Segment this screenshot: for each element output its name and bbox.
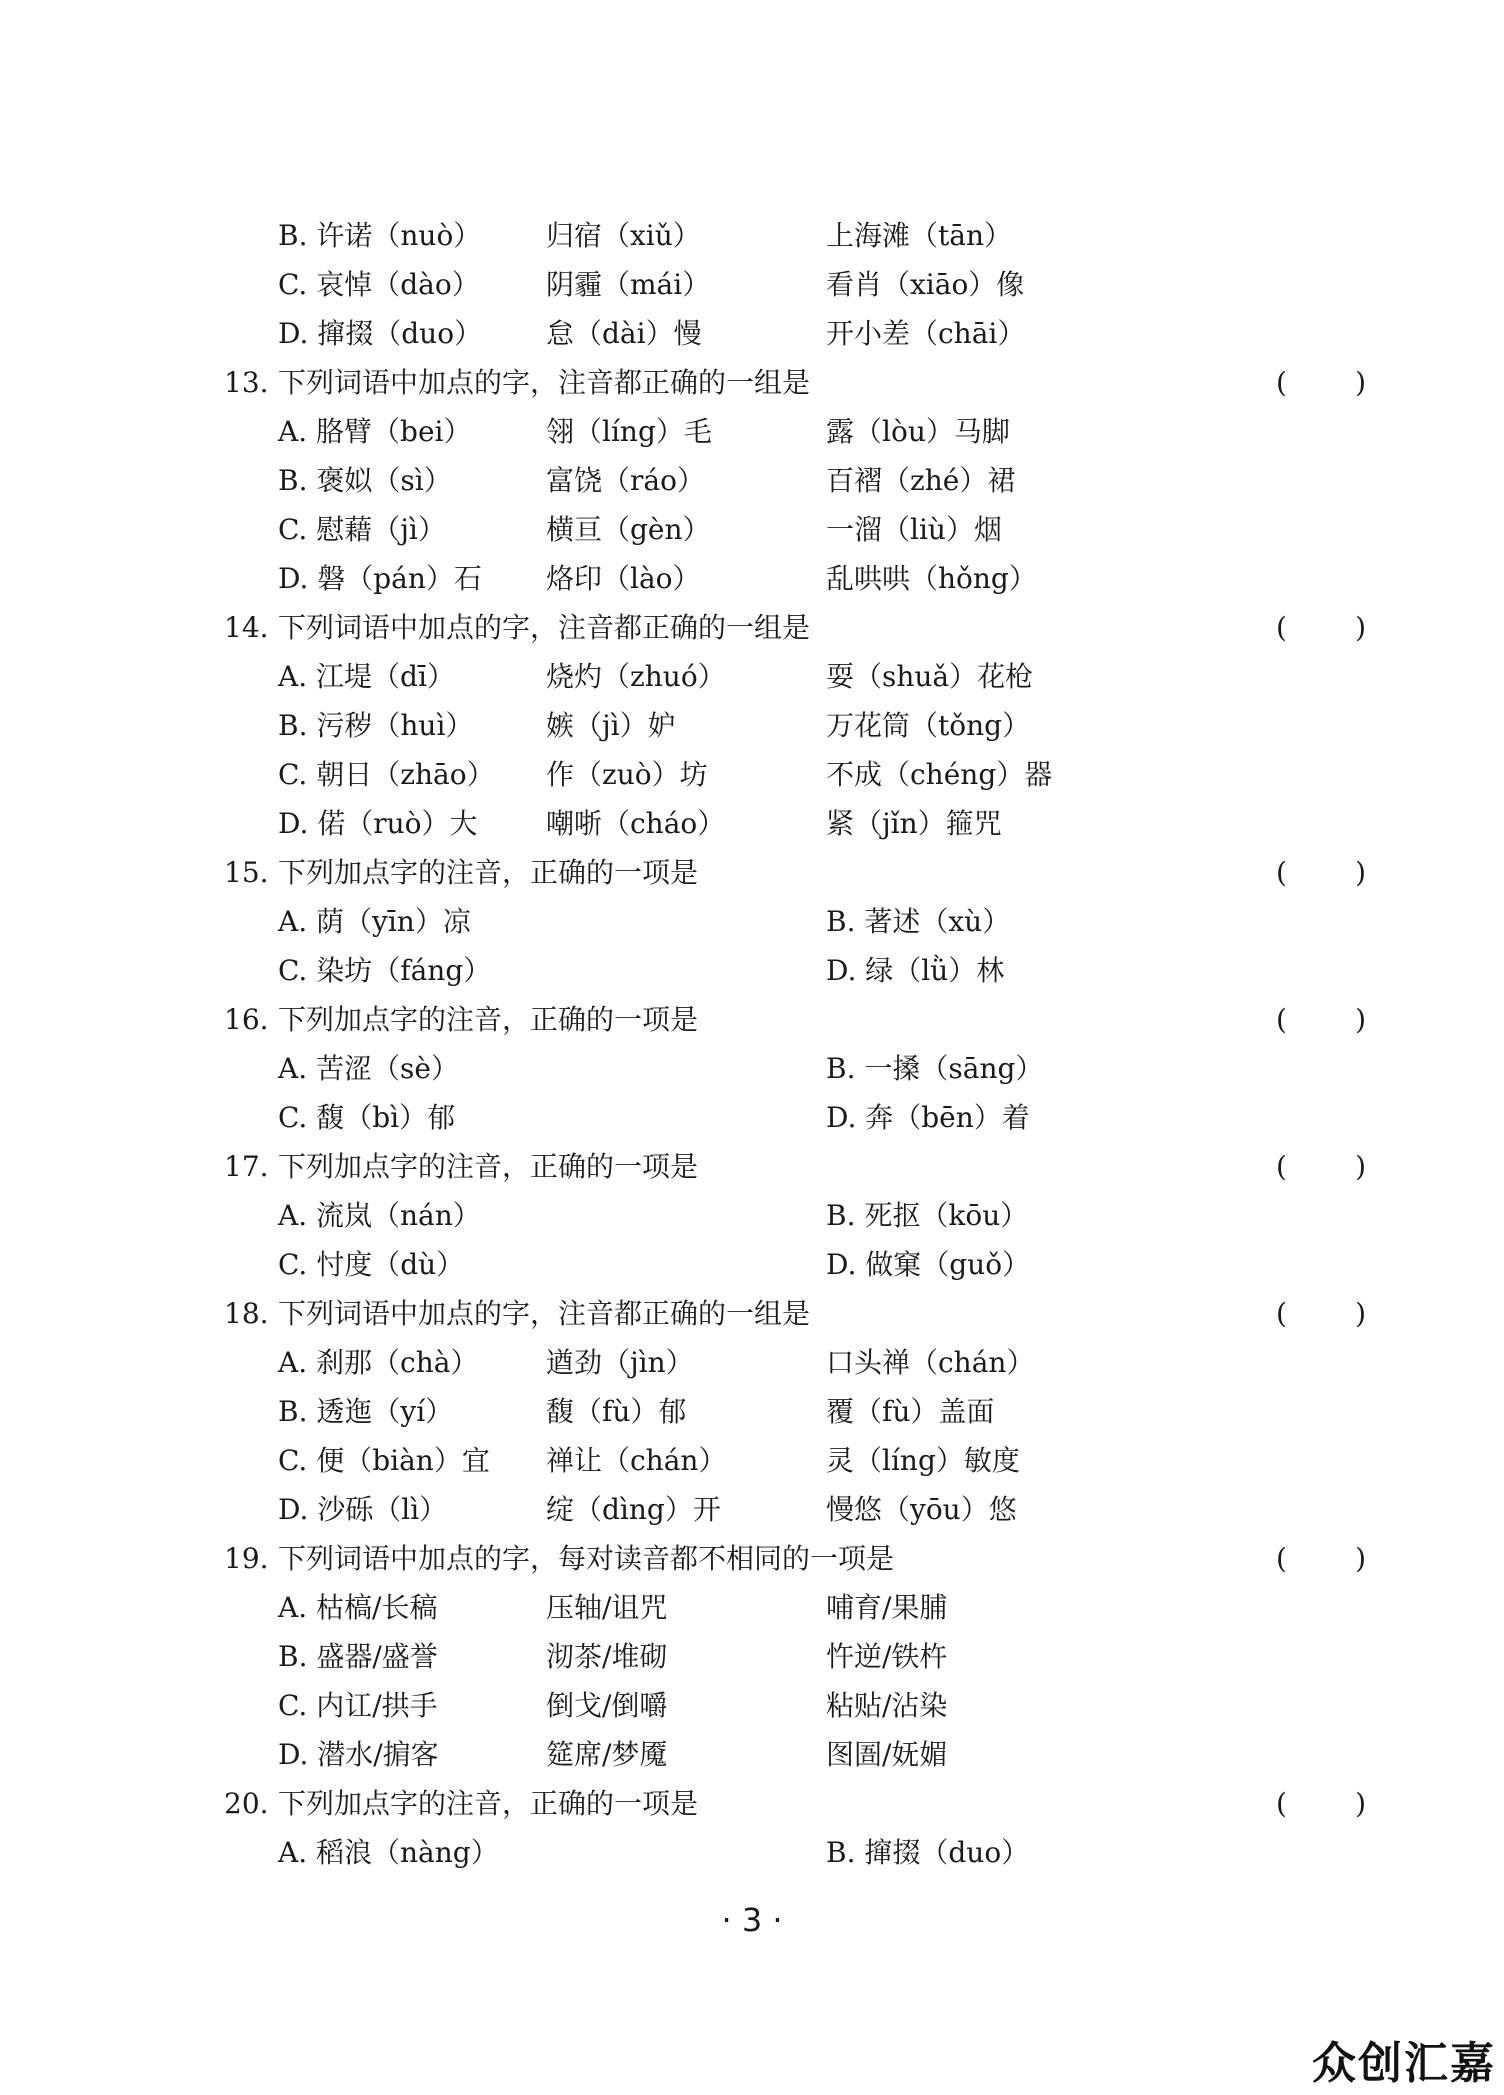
question-text: 下列加点字的注音，正确的一项是 bbox=[278, 856, 699, 889]
option-col-2: 沏茶/堆砌 bbox=[546, 1640, 668, 1673]
option-col-1: B. 褒姒（sì） bbox=[278, 464, 452, 497]
option-col-1: A. 稻浪（nàng） bbox=[278, 1836, 499, 1869]
option-col-2: D. 奔（bēn）着 bbox=[826, 1101, 1030, 1134]
option-col-3: 万花筒（tǒng） bbox=[826, 709, 1031, 742]
option-col-2: 怠（dài）慢 bbox=[546, 317, 702, 350]
option-col-1: B. 污秽（huì） bbox=[278, 709, 474, 742]
option-col-2: 作（zuò）坊 bbox=[546, 758, 708, 791]
option-col-2: B. 著述（xù） bbox=[826, 905, 1011, 938]
option-col-2: 禅让（chán） bbox=[546, 1444, 727, 1477]
option-col-2: B. 死抠（kōu） bbox=[826, 1199, 1029, 1232]
option-col-3: 百褶（zhé）裙 bbox=[826, 464, 1016, 497]
question-number: 20. bbox=[224, 1787, 269, 1820]
question-number: 13. bbox=[224, 366, 269, 399]
answer-blank[interactable]: ( ) bbox=[1276, 856, 1366, 889]
option-col-3: 不成（chéng）器 bbox=[826, 758, 1053, 791]
question-text: 下列加点字的注音，正确的一项是 bbox=[278, 1003, 699, 1036]
option-col-2: 归宿（xiǔ） bbox=[546, 219, 701, 252]
question-number: 18. bbox=[224, 1297, 269, 1330]
option-col-2: D. 做窠（guǒ） bbox=[826, 1248, 1031, 1281]
option-col-2: 烙印（lào） bbox=[546, 562, 701, 595]
option-col-1: D. 撺掇（duo） bbox=[278, 317, 483, 350]
option-col-3: 覆（fù）盖面 bbox=[826, 1395, 995, 1428]
option-col-1: C. 便（biàn）宜 bbox=[278, 1444, 490, 1477]
question-text: 下列加点字的注音，正确的一项是 bbox=[278, 1150, 699, 1183]
option-col-1: A. 流岚（nán） bbox=[278, 1199, 481, 1232]
option-col-2: 翎（líng）毛 bbox=[546, 415, 712, 448]
option-col-3: 图圄/妩媚 bbox=[826, 1738, 948, 1771]
option-col-1: D. 偌（ruò）大 bbox=[278, 807, 478, 840]
option-col-1: A. 荫（yīn）凉 bbox=[278, 905, 471, 938]
answer-blank[interactable]: ( ) bbox=[1276, 1297, 1366, 1330]
option-col-3: 口头禅（chán） bbox=[826, 1346, 1035, 1379]
option-col-3: 一溜（liù）烟 bbox=[826, 513, 1002, 546]
option-col-2: 富饶（ráo） bbox=[546, 464, 705, 497]
option-col-1: B. 盛器/盛誉 bbox=[278, 1640, 438, 1673]
answer-blank[interactable]: ( ) bbox=[1276, 1787, 1366, 1820]
option-col-3: 上海滩（tān） bbox=[826, 219, 1012, 252]
option-col-3: 露（lòu）马脚 bbox=[826, 415, 1010, 448]
option-col-1: C. 内讧/拱手 bbox=[278, 1689, 438, 1722]
question-text: 下列词语中加点的字，注音都正确的一组是 bbox=[278, 1297, 811, 1330]
option-col-2: D. 绿（lǜ）林 bbox=[826, 954, 1005, 987]
option-col-1: A. 江堤（dī） bbox=[278, 660, 455, 693]
watermark-logo: 众创汇嘉 bbox=[1312, 2038, 1496, 2089]
answer-blank[interactable]: ( ) bbox=[1276, 1150, 1366, 1183]
option-col-3: 粘贴/沾染 bbox=[826, 1689, 948, 1722]
option-col-1: D. 潜水/掮客 bbox=[278, 1738, 439, 1771]
option-col-1: C. 染坊（fáng） bbox=[278, 954, 492, 987]
option-col-1: A. 枯槁/长稿 bbox=[278, 1591, 438, 1624]
question-number: 17. bbox=[224, 1150, 269, 1183]
option-col-2: 嫉（jì）妒 bbox=[546, 709, 676, 742]
option-col-3: 哺育/果脯 bbox=[826, 1591, 948, 1624]
question-number: 19. bbox=[224, 1542, 269, 1575]
option-col-1: C. 忖度（dù） bbox=[278, 1248, 465, 1281]
option-col-2: 遒劲（jìn） bbox=[546, 1346, 694, 1379]
question-text: 下列加点字的注音，正确的一项是 bbox=[278, 1787, 699, 1820]
option-col-2: 绽（dìng）开 bbox=[546, 1493, 721, 1526]
option-col-2: 横亘（gèn） bbox=[546, 513, 711, 546]
option-col-3: 忤逆/铁杵 bbox=[826, 1640, 948, 1673]
option-col-1: A. 胳臂（bei） bbox=[278, 415, 472, 448]
option-col-2: B. 撺掇（duo） bbox=[826, 1836, 1030, 1869]
question-text: 下列词语中加点的字，每对读音都不相同的一项是 bbox=[278, 1542, 895, 1575]
option-col-2: 压轴/诅咒 bbox=[546, 1591, 668, 1624]
option-col-3: 耍（shuǎ）花枪 bbox=[826, 660, 1034, 693]
option-col-2: 倒戈/倒嚼 bbox=[546, 1689, 668, 1722]
question-text: 下列词语中加点的字，注音都正确的一组是 bbox=[278, 366, 811, 399]
option-col-2: 烧灼（zhuó） bbox=[546, 660, 726, 693]
answer-blank[interactable]: ( ) bbox=[1276, 1003, 1366, 1036]
option-col-2: 筵席/梦魇 bbox=[546, 1738, 668, 1771]
question-number: 14. bbox=[224, 611, 269, 644]
option-col-3: 灵（líng）敏度 bbox=[826, 1444, 1020, 1477]
question-number: 15. bbox=[224, 856, 269, 889]
option-col-3: 开小差（chāi） bbox=[826, 317, 1026, 350]
option-col-1: C. 馥（bì）郁 bbox=[278, 1101, 456, 1134]
option-col-3: 看肖（xiāo）像 bbox=[826, 268, 1025, 301]
option-col-3: 乱哄哄（hǒng） bbox=[826, 562, 1037, 595]
option-col-2: 阴霾（mái） bbox=[546, 268, 711, 301]
option-col-1: C. 慰藉（jì） bbox=[278, 513, 446, 546]
option-col-3: 紧（jǐn）箍咒 bbox=[826, 807, 1002, 840]
option-col-2: 馥（fù）郁 bbox=[546, 1395, 687, 1428]
answer-blank[interactable]: ( ) bbox=[1276, 366, 1366, 399]
option-col-2: 嘲哳（cháo） bbox=[546, 807, 726, 840]
option-col-1: B. 透迤（yí） bbox=[278, 1395, 454, 1428]
option-col-3: 慢悠（yōu）悠 bbox=[826, 1493, 1017, 1526]
option-col-1: A. 刹那（chà） bbox=[278, 1346, 479, 1379]
option-col-1: B. 许诺（nuò） bbox=[278, 219, 482, 252]
option-col-1: C. 哀悼（dào） bbox=[278, 268, 480, 301]
option-col-1: D. 沙砾（lì） bbox=[278, 1493, 448, 1526]
page-number: · 3 · bbox=[721, 1901, 783, 1939]
option-col-1: D. 磐（pán）石 bbox=[278, 562, 482, 595]
question-text: 下列词语中加点的字，注音都正确的一组是 bbox=[278, 611, 811, 644]
option-col-1: A. 苦涩（sè） bbox=[278, 1052, 459, 1085]
option-col-2: B. 一搡（sāng） bbox=[826, 1052, 1044, 1085]
answer-blank[interactable]: ( ) bbox=[1276, 1542, 1366, 1575]
option-col-1: C. 朝日（zhāo） bbox=[278, 758, 495, 791]
answer-blank[interactable]: ( ) bbox=[1276, 611, 1366, 644]
question-number: 16. bbox=[224, 1003, 269, 1036]
